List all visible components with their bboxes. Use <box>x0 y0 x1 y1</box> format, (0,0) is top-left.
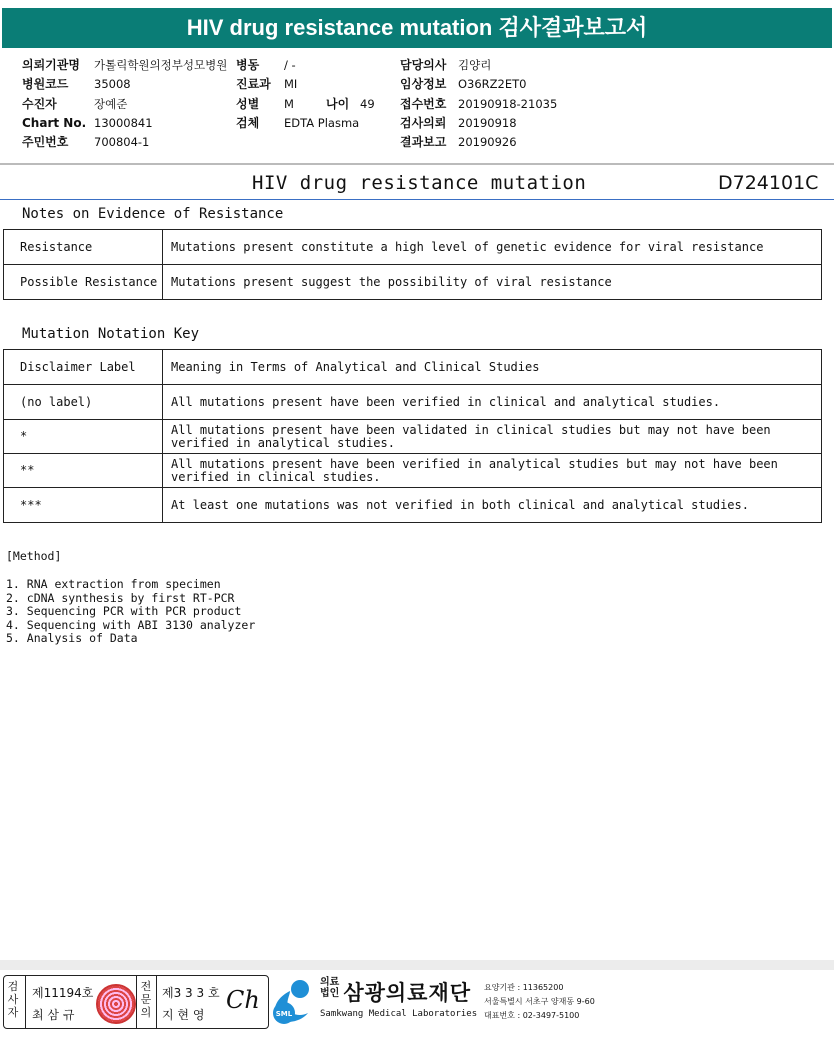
field-label: 결과보고 <box>400 135 447 150</box>
method-step: 5. Analysis of Data <box>6 631 138 645</box>
field-label: 진료과 <box>236 77 271 92</box>
field-label: 접수번호 <box>400 96 447 111</box>
patient-info-left <box>22 56 227 152</box>
specialist-label-text: 전문의 <box>140 980 152 1019</box>
title-rule <box>0 199 834 200</box>
field-value: 20190918 <box>458 115 517 130</box>
seal-stamp <box>96 984 136 1024</box>
notation-label: ** <box>4 454 163 488</box>
notation-text: All mutations present have been validated in clinical studies but may not have been verified in analytical studies. <box>163 420 822 454</box>
field-label: Chart No. <box>22 115 87 130</box>
notation-label: *** <box>4 488 163 523</box>
divider <box>25 976 26 1028</box>
field-label: 성별 <box>236 96 260 111</box>
field-value: MI <box>284 77 298 92</box>
table-row <box>4 350 822 385</box>
divider <box>136 976 137 1028</box>
field-value: 700804-1 <box>94 135 150 150</box>
examiner-name: 최 삼 규 <box>32 1008 75 1022</box>
org-english-name: Samkwang Medical Laboratories <box>320 1009 478 1019</box>
sml-logo-icon <box>270 977 316 1025</box>
table-row <box>4 385 822 420</box>
signature-box <box>3 975 269 1029</box>
footer-band <box>0 960 834 970</box>
field-label: 수진자 <box>22 96 57 111</box>
notation-label: (no label) <box>4 385 163 420</box>
field-value: / - <box>284 58 296 72</box>
field-value: O36RZ2ET0 <box>458 77 527 92</box>
table-row <box>4 488 822 523</box>
specialist-license: 제3 3 3 호 <box>162 986 220 1000</box>
age-value: 49 <box>360 96 375 111</box>
org-address: 서울특별시 서초구 양재동 9-60 <box>484 997 595 1006</box>
examiner-label <box>6 980 20 1019</box>
field-label: 검사의뢰 <box>400 115 447 130</box>
field-label: 담당의사 <box>400 58 447 72</box>
notation-text: At least one mutations was not verified in both clinical and analytical studies. <box>163 488 822 523</box>
method-step: 2. cDNA synthesis by first RT-PCR <box>6 590 235 605</box>
specialist-name: 지 현 영 <box>162 1008 205 1022</box>
institution-code: 요양기관 : 11365200 <box>484 983 564 992</box>
field-value: 가톨릭학원의정부성모병원 <box>94 58 228 72</box>
evidence-heading: Notes on Evidence of Resistance <box>22 206 284 222</box>
field-label: 병원코드 <box>22 77 69 92</box>
method-step: 4. Sequencing with ABI 3130 analyzer <box>6 617 256 632</box>
field-label: 병동 <box>236 58 260 72</box>
method-heading: [Method] <box>6 549 62 563</box>
evidence-table <box>3 229 822 300</box>
field-value: 13000841 <box>94 115 153 130</box>
org-contact <box>484 981 595 1023</box>
age-label: 나이 <box>326 96 350 111</box>
notation-heading: Mutation Notation Key <box>22 326 200 342</box>
signature-scribble: Ch <box>226 986 260 1014</box>
report-banner: HIV drug resistance mutation 검사결과보고서 <box>2 8 832 48</box>
notation-header-label: Disclaimer Label <box>4 350 163 385</box>
notation-label: * <box>4 420 163 454</box>
report-title: HIV drug resistance mutation <box>252 172 587 194</box>
report-code: D724101C <box>718 172 819 194</box>
method-step: 3. Sequencing PCR with PCR product <box>6 604 242 618</box>
org-type: 의료 법인 <box>320 977 340 999</box>
field-value: 20190926 <box>458 135 517 150</box>
specialist-label <box>139 980 153 1019</box>
field-label: 주민번호 <box>22 135 69 150</box>
patient-info-right <box>400 56 557 152</box>
header-divider <box>0 163 834 165</box>
notation-header-text: Meaning in Terms of Analytical and Clinical Studies <box>163 350 822 385</box>
logo-text: SML <box>275 1010 293 1018</box>
field-label: 임상정보 <box>400 77 447 92</box>
divider <box>156 976 157 1028</box>
field-value: M <box>284 96 294 111</box>
field-value: 김양리 <box>458 58 492 72</box>
field-value: EDTA Plasma <box>284 115 360 130</box>
field-value: 20190918-21035 <box>458 96 558 111</box>
notation-table <box>3 349 822 523</box>
method-list <box>6 578 255 646</box>
examiner-label-text: 검사자 <box>7 980 19 1019</box>
examiner-license: 제11194호 <box>32 986 94 1000</box>
table-row <box>4 230 822 265</box>
field-label: 검체 <box>236 115 260 130</box>
organization <box>320 977 477 1019</box>
field-label: 의뢰기관명 <box>22 58 80 72</box>
evidence-text: Mutations present constitute a high level of genetic evidence for viral resistance <box>163 230 822 265</box>
notation-text: All mutations present have been verified in clinical and analytical studies. <box>163 385 822 420</box>
table-row <box>4 420 822 454</box>
table-row <box>4 265 822 300</box>
table-row <box>4 454 822 488</box>
org-name: 삼광의료재단 <box>343 981 472 1005</box>
notation-text: All mutations present have been verified in analytical studies but may not have been verified in clinical studies. <box>163 454 822 488</box>
evidence-label: Resistance <box>4 230 163 265</box>
method-step: 1. RNA extraction from specimen <box>6 577 221 591</box>
field-value: 35008 <box>94 77 131 92</box>
evidence-label: Possible Resistance <box>4 265 163 300</box>
field-value: 장예준 <box>94 96 128 111</box>
evidence-text: Mutations present suggest the possibility of viral resistance <box>163 265 822 300</box>
logo-circle <box>291 980 309 998</box>
patient-info-mid <box>236 56 375 133</box>
org-phone: 대표번호 : 02-3497-5100 <box>484 1011 580 1020</box>
